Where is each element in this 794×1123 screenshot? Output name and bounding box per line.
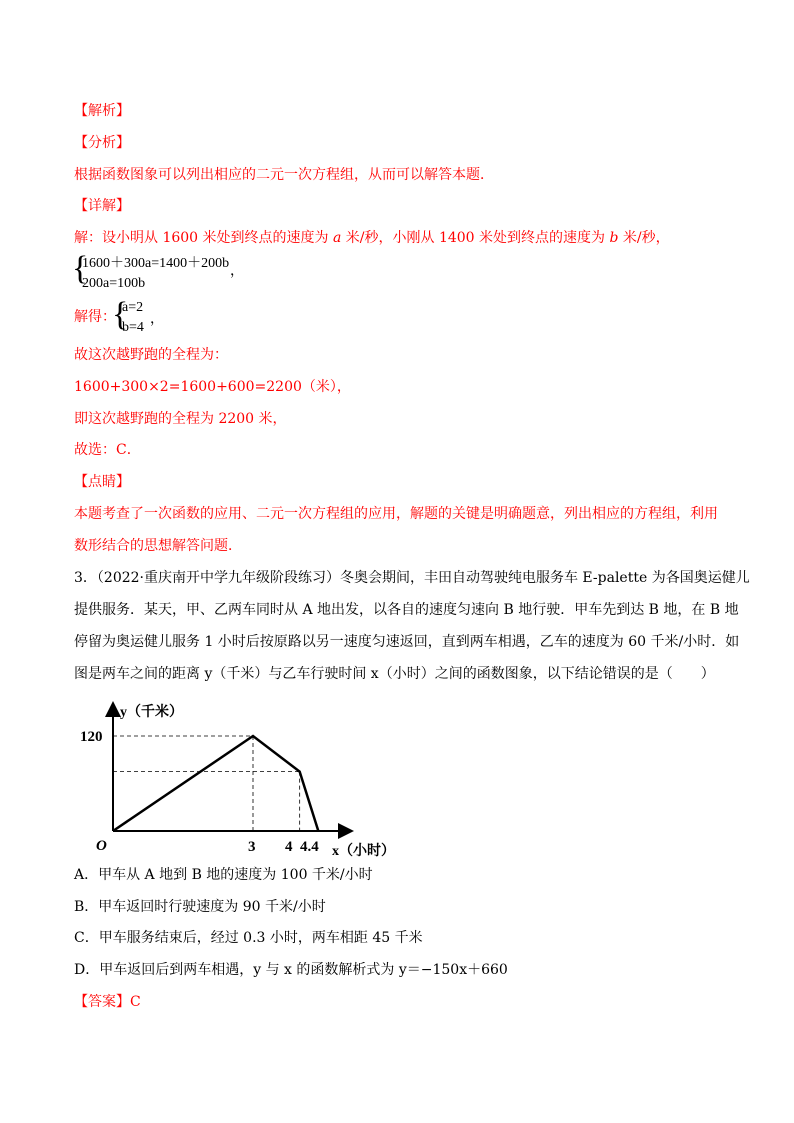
question-line: 3．（2022·重庆南开中学九年级阶段练习）冬奥会期间，丰田自动驾驶纯电服务车 E-palette 为各国奥运健儿 [74,570,750,586]
analysis-text: 根据函数图象可以列出相应的二元一次方程组，从而可以解答本题． [74,167,494,183]
answer-line [74,993,141,1011]
detail-line5: 1600+300×2=1600+600=2200（米）， [74,379,351,395]
origin-label: O [96,838,107,854]
x-axis-label: x（小时） [332,844,395,859]
y-axis-label: y（千米） [120,705,183,720]
x-tick-3: 3 [248,839,256,855]
option-b: B．甲车返回时行驶速度为 90 千米/小时 [74,899,326,915]
solution-a: a=2 [122,300,144,315]
comma: ， [230,264,244,279]
comma: ， [150,312,164,327]
brace: { [112,296,129,333]
var-a: a [332,230,342,246]
detail-line6: 即这次越野跑的全程为 2200 米， [74,411,287,427]
t: 解：设小明从 1600 米处到终点的速度为 [74,230,333,246]
t: 米/秒，小刚从 1400 米处到终点的速度为 [341,230,610,246]
option-d: D．甲车返回后到两车相遇，y 与 x 的函数解析式为 y＝−150x＋660 [74,962,508,978]
answer-label: 【答案】 [74,994,130,1010]
section-xiangjie: 【详解】 [74,198,130,214]
var-b: b [609,230,619,246]
question-line: 停留为奥运健儿服务 1 小时后按原路以另一速度匀速返回，直到两车相遇，乙车的速度为 60 千米/小时．如 [74,634,740,650]
t: 米/秒， [618,230,670,246]
equation-1: 1600＋300a=1400＋200b [82,256,230,271]
equation-2: 200a=100b [82,276,146,291]
comment-line: 数形结合的思想解答问题． [74,538,242,554]
section-jiexi: 【解析】 [74,103,130,119]
section-dianjing: 【点睛】 [74,474,130,490]
y-tick-120: 120 [80,729,103,745]
solution-b: b=4 [122,320,144,335]
answer-value: C [130,994,141,1010]
solve-label: 解得： [74,309,116,325]
option-c: C．甲车服务结束后，经过 0.3 小时，两车相距 45 千米 [74,930,423,946]
x-tick-4-4: 4.4 [300,839,319,855]
detail-line7: 故选：C． [74,442,141,458]
option-a: A．甲车从 A 地到 B 地的速度为 100 千米/小时 [74,867,373,883]
section-fenxi: 【分析】 [74,135,130,151]
question-line: 提供服务．某天，甲、乙两车同时从 A 地出发，以各自的速度匀速向 B 地行驶．甲车先到达 B 地，在 B 地 [74,602,739,618]
brace: { [72,250,89,287]
question-line: 图是两车之间的距离 y（千米）与乙车行驶时间 x（小时）之间的函数图象，以下结论错误的是（ ） [74,666,715,682]
comment-line: 本题考查了一次函数的应用、二元一次方程组的应用，解题的关键是明确题意，列出相应的方程组，利用 [74,506,718,522]
detail-line4: 故这次越野跑的全程为： [74,347,228,363]
x-tick-4: 4 [285,839,293,855]
graph-line [113,736,318,831]
